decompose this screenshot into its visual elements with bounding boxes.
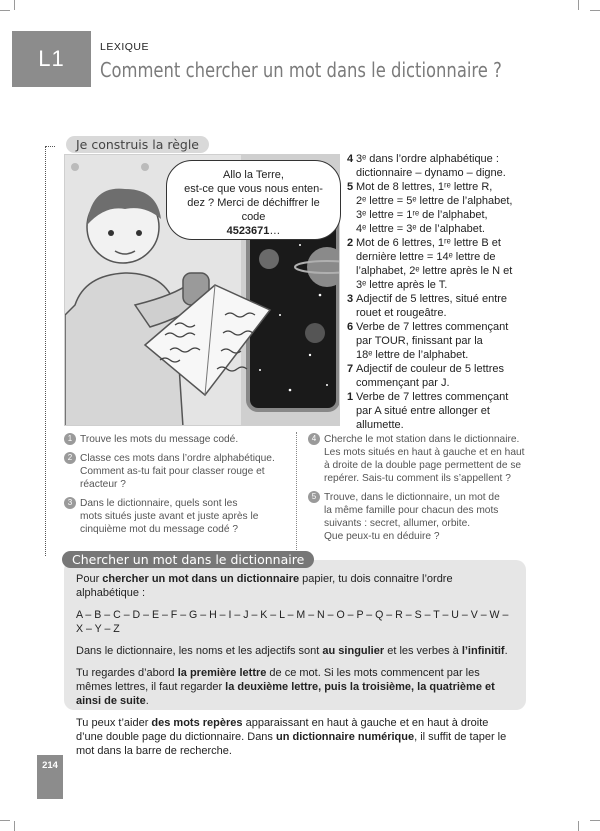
rule-text: Pour [76, 573, 103, 585]
rule-paragraph [76, 572, 516, 600]
crop-mark [578, 0, 579, 10]
rule-bold-text: l’infinitif [461, 645, 505, 657]
question-text: Les mots situés en haut à gauche et en haut [324, 447, 525, 458]
rule-text: Tu regardes d’abord [76, 667, 178, 679]
crop-mark [590, 10, 600, 11]
clue-number: 4 [347, 153, 354, 165]
clue-text: 2ᵉ lettre = 5ᵉ lettre de l’alphabet, [356, 195, 513, 207]
question-text: Classe ces mots dans l’ordre alphabétique. [80, 453, 275, 464]
question-text: cinquième mot du message codé ? [80, 524, 238, 535]
clue-number: 3 [347, 293, 354, 305]
crop-mark [590, 820, 600, 821]
question-item [64, 452, 290, 491]
clue-text: par TOUR, finissant par la [356, 335, 483, 347]
question-item [64, 433, 290, 446]
clue-text: 3ᵉ dans l’ordre alphabétique : [356, 153, 499, 165]
clue-text: Adjectif de 5 lettres, situé entre [356, 293, 508, 305]
question-text: Trouve, dans le dictionnaire, un mot de [324, 492, 500, 503]
rule-bold-text: un dictionnaire numérique [275, 731, 415, 743]
rule-box [64, 560, 526, 757]
rule-text: . [504, 645, 508, 657]
clue-number: 5 [347, 181, 354, 193]
secret-code: 4523671 [226, 225, 270, 237]
clue-number: 7 [347, 363, 354, 375]
rule-text: Dans le dictionnaire, les noms et les adjectifs sont [76, 645, 323, 657]
section-frame [45, 146, 55, 556]
clue-text: commençant par J. [356, 377, 450, 389]
crop-mark [14, 0, 15, 10]
bubble-ellipsis: … [269, 225, 281, 237]
clue-text: Mot de 6 lettres, 1ʳᵉ lettre B et [356, 237, 501, 249]
question-text: Dans le dictionnaire, quels sont les [80, 498, 238, 509]
clue-text: 4ᵉ lettre = 3ᵉ de l’alphabet. [356, 223, 485, 235]
clue-text: Adjectif de couleur de 5 lettres [356, 363, 504, 375]
section-tag-dictionary: Chercher un mot dans le dictionnaire [62, 551, 314, 568]
question-text: mots situés juste avant et juste après le [80, 511, 259, 522]
question-text: réacteur ? [80, 479, 126, 490]
rule-paragraph [76, 716, 516, 758]
clue-text: Mot de 8 lettres, 1ʳᵉ lettre R, [356, 181, 493, 193]
rule-text: papier, tu dois connaitre l’ordre alphabétique : [76, 573, 453, 599]
code-clue-list [347, 152, 535, 432]
section-tag-rule: Je construis la règle [66, 136, 209, 153]
question-text: Que peux-tu en déduire ? [324, 531, 440, 542]
question-number: 2 [64, 452, 76, 464]
bubble-line: dez ? Merci de déchiffrer le code [187, 197, 320, 223]
page-number: 214 [37, 755, 63, 799]
question-text: repérer. Sais-tu comment ils s’appellent ? [324, 473, 511, 484]
clue-number: 1 [347, 391, 354, 403]
bubble-line: Allo la Terre, [223, 169, 284, 181]
question-text: suivants : secret, allumer, orbite. [324, 518, 471, 529]
lesson-code-tab: L1 [12, 31, 91, 87]
crop-mark [578, 821, 579, 831]
rule-text: Tu peux t’aider [76, 717, 152, 729]
clue-text: 3ᵉ lettre après le T. [356, 279, 448, 291]
question-number: 5 [308, 491, 320, 503]
rule-bold-text: la deuxième lettre, puis la troisième, la quatrième et ainsi de suite [76, 681, 495, 707]
bubble-code-line [175, 224, 332, 238]
crop-mark [0, 820, 10, 821]
question-item [308, 491, 534, 543]
clue-number: 6 [347, 321, 354, 333]
question-text: Cherche le mot station dans le dictionnaire. [324, 434, 520, 445]
column-divider [296, 432, 297, 552]
question-text: Comment as-tu fait pour classer rouge et [80, 466, 265, 477]
rule-bold-text: au singulier [322, 645, 385, 657]
clue-number: 2 [347, 237, 354, 249]
rule-text: apparaissant en haut à gauche et en haut à droite d’une double page du dictionnaire. Dans [76, 717, 489, 743]
page-title: Comment chercher un mot dans le dictionnaire ? [100, 58, 502, 82]
clue-item [347, 292, 535, 320]
rule-text: et les verbes à [384, 645, 462, 657]
crop-mark [14, 821, 15, 831]
questions-left [64, 433, 290, 542]
question-item [308, 433, 534, 485]
question-text: Trouve les mots du message codé. [80, 434, 239, 445]
alphabet-line: A – B – C – D – E – F – G – H – I – J – K – L – M – N – O – P – Q – R – S – T – U – V – W – X – Y – Z [76, 609, 509, 635]
question-text: la même famille pour chacun des mots [324, 505, 499, 516]
clue-item [347, 152, 535, 180]
rule-bold-text: la première lettre [177, 667, 267, 679]
clue-item [347, 236, 535, 292]
clue-text: Verbe de 7 lettres commençant [356, 321, 509, 333]
question-text: à droite de la double page permettent de se [324, 460, 522, 471]
clue-text: dernière lettre = 14ᵉ lettre de [356, 251, 496, 263]
crop-mark [0, 10, 10, 11]
rule-bold-text: chercher un mot dans un dictionnaire [102, 573, 300, 585]
question-item [64, 497, 290, 536]
rule-paragraph [76, 666, 516, 708]
clue-text: par A situé entre allonger et [356, 405, 490, 417]
questions-right [308, 433, 534, 549]
rule-text: . [145, 695, 149, 707]
rule-bold-text: des mots repères [151, 717, 243, 729]
clue-item [347, 180, 535, 236]
rule-text: , il suffit de taper le mot dans la barre de recherche. [76, 731, 507, 757]
clue-item [347, 320, 535, 362]
rule-paragraph [76, 644, 516, 658]
rule-text: de ce mot. Si les mots commencent par les mêmes lettres, il faut regarder [76, 667, 480, 693]
speech-bubble [166, 160, 341, 240]
clue-item [347, 390, 535, 432]
bubble-line: est-ce que vous nous enten- [184, 183, 323, 195]
clue-text: allumette. [356, 419, 404, 431]
question-number: 1 [64, 433, 76, 445]
clue-text: l’alphabet, 2ᵉ lettre après le N et [356, 265, 513, 277]
question-number: 4 [308, 433, 320, 445]
clue-text: dictionnaire – dynamo – digne. [356, 167, 506, 179]
clue-text: rouet et rougeâtre. [356, 307, 447, 319]
category-label: LEXIQUE [100, 41, 150, 53]
clue-text: 18ᵉ lettre de l’alphabet. [356, 349, 469, 361]
clue-text: 3ᵉ lettre = 1ʳᵉ de l’alphabet, [356, 209, 488, 221]
clue-text: Verbe de 7 lettres commençant [356, 391, 509, 403]
clue-item [347, 362, 535, 390]
question-number: 3 [64, 497, 76, 509]
